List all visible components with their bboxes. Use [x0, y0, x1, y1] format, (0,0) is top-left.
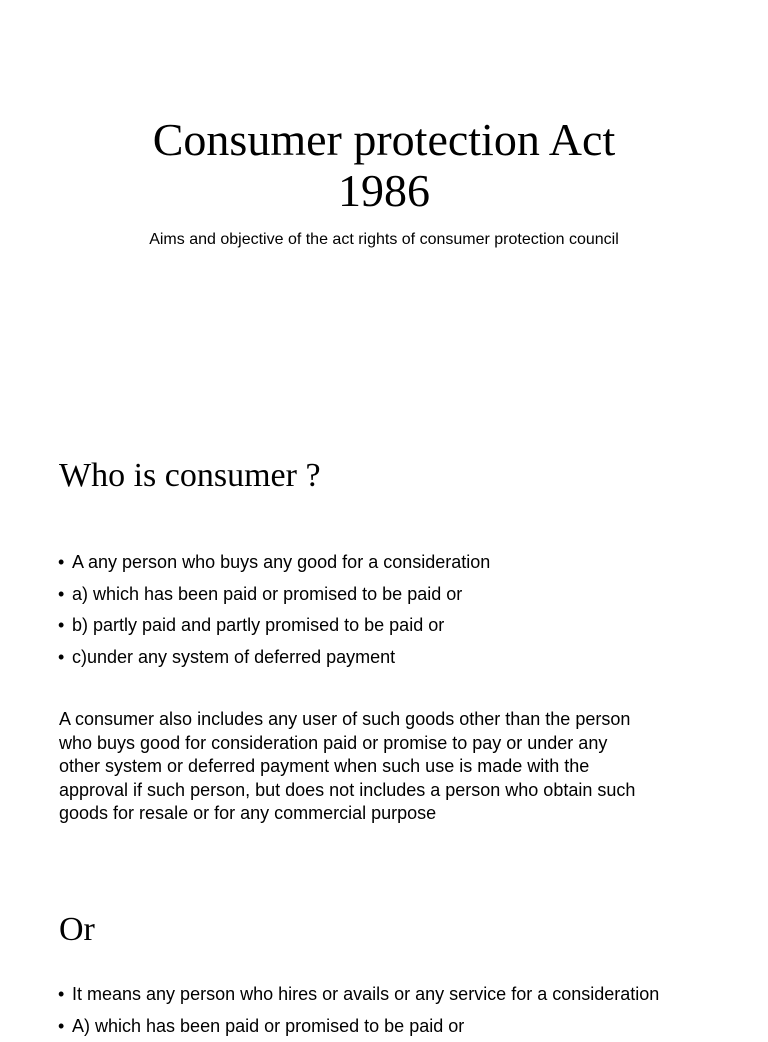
slide-title-line-2: 1986: [0, 166, 768, 216]
list-item: [58, 1011, 659, 1042]
list-item-text: a) which has been paid or promised to be paid or: [72, 584, 462, 604]
list-item-text: c)under any system of deferred payment: [72, 647, 395, 667]
list-item: [58, 579, 490, 611]
list-item: [58, 642, 490, 674]
bullet-icon: •: [58, 1011, 64, 1042]
service-definition-list: [58, 979, 659, 1042]
consumer-paragraph: [59, 708, 719, 826]
paragraph-line: who buys good for consideration paid or promise to pay or under any: [59, 732, 719, 756]
bullet-icon: •: [58, 642, 64, 674]
consumer-definition-list: [58, 547, 490, 673]
slide-title-line-1: Consumer protection Act: [0, 115, 768, 165]
slide-title: [0, 0, 768, 400]
bullet-icon: •: [58, 610, 64, 642]
list-item: [58, 547, 490, 579]
or-heading: Or: [59, 910, 95, 950]
who-is-consumer-heading: Who is consumer ?: [59, 456, 321, 496]
list-item-text: A) which has been paid or promised to be paid or: [72, 1016, 464, 1036]
paragraph-line: approval if such person, but does not includes a person who obtain such: [59, 779, 719, 803]
list-item: [58, 610, 490, 642]
paragraph-line: other system or deferred payment when such use is made with the: [59, 755, 719, 779]
list-item-text: b) partly paid and partly promised to be paid or: [72, 615, 444, 635]
slide-or: [0, 870, 768, 1024]
paragraph-line: A consumer also includes any user of such goods other than the person: [59, 708, 719, 732]
slide-subtitle: Aims and objective of the act rights of consumer protection council: [0, 230, 768, 250]
bullet-icon: •: [58, 979, 64, 1011]
bullet-icon: •: [58, 547, 64, 579]
paragraph-line: goods for resale or for any commercial purpose: [59, 802, 719, 826]
list-item-text: It means any person who hires or avails or any service for a consideration: [72, 984, 659, 1004]
slide-who-is-consumer: [0, 400, 768, 870]
list-item: [58, 979, 659, 1011]
bullet-icon: •: [58, 579, 64, 611]
list-item-text: A any person who buys any good for a consideration: [72, 552, 490, 572]
